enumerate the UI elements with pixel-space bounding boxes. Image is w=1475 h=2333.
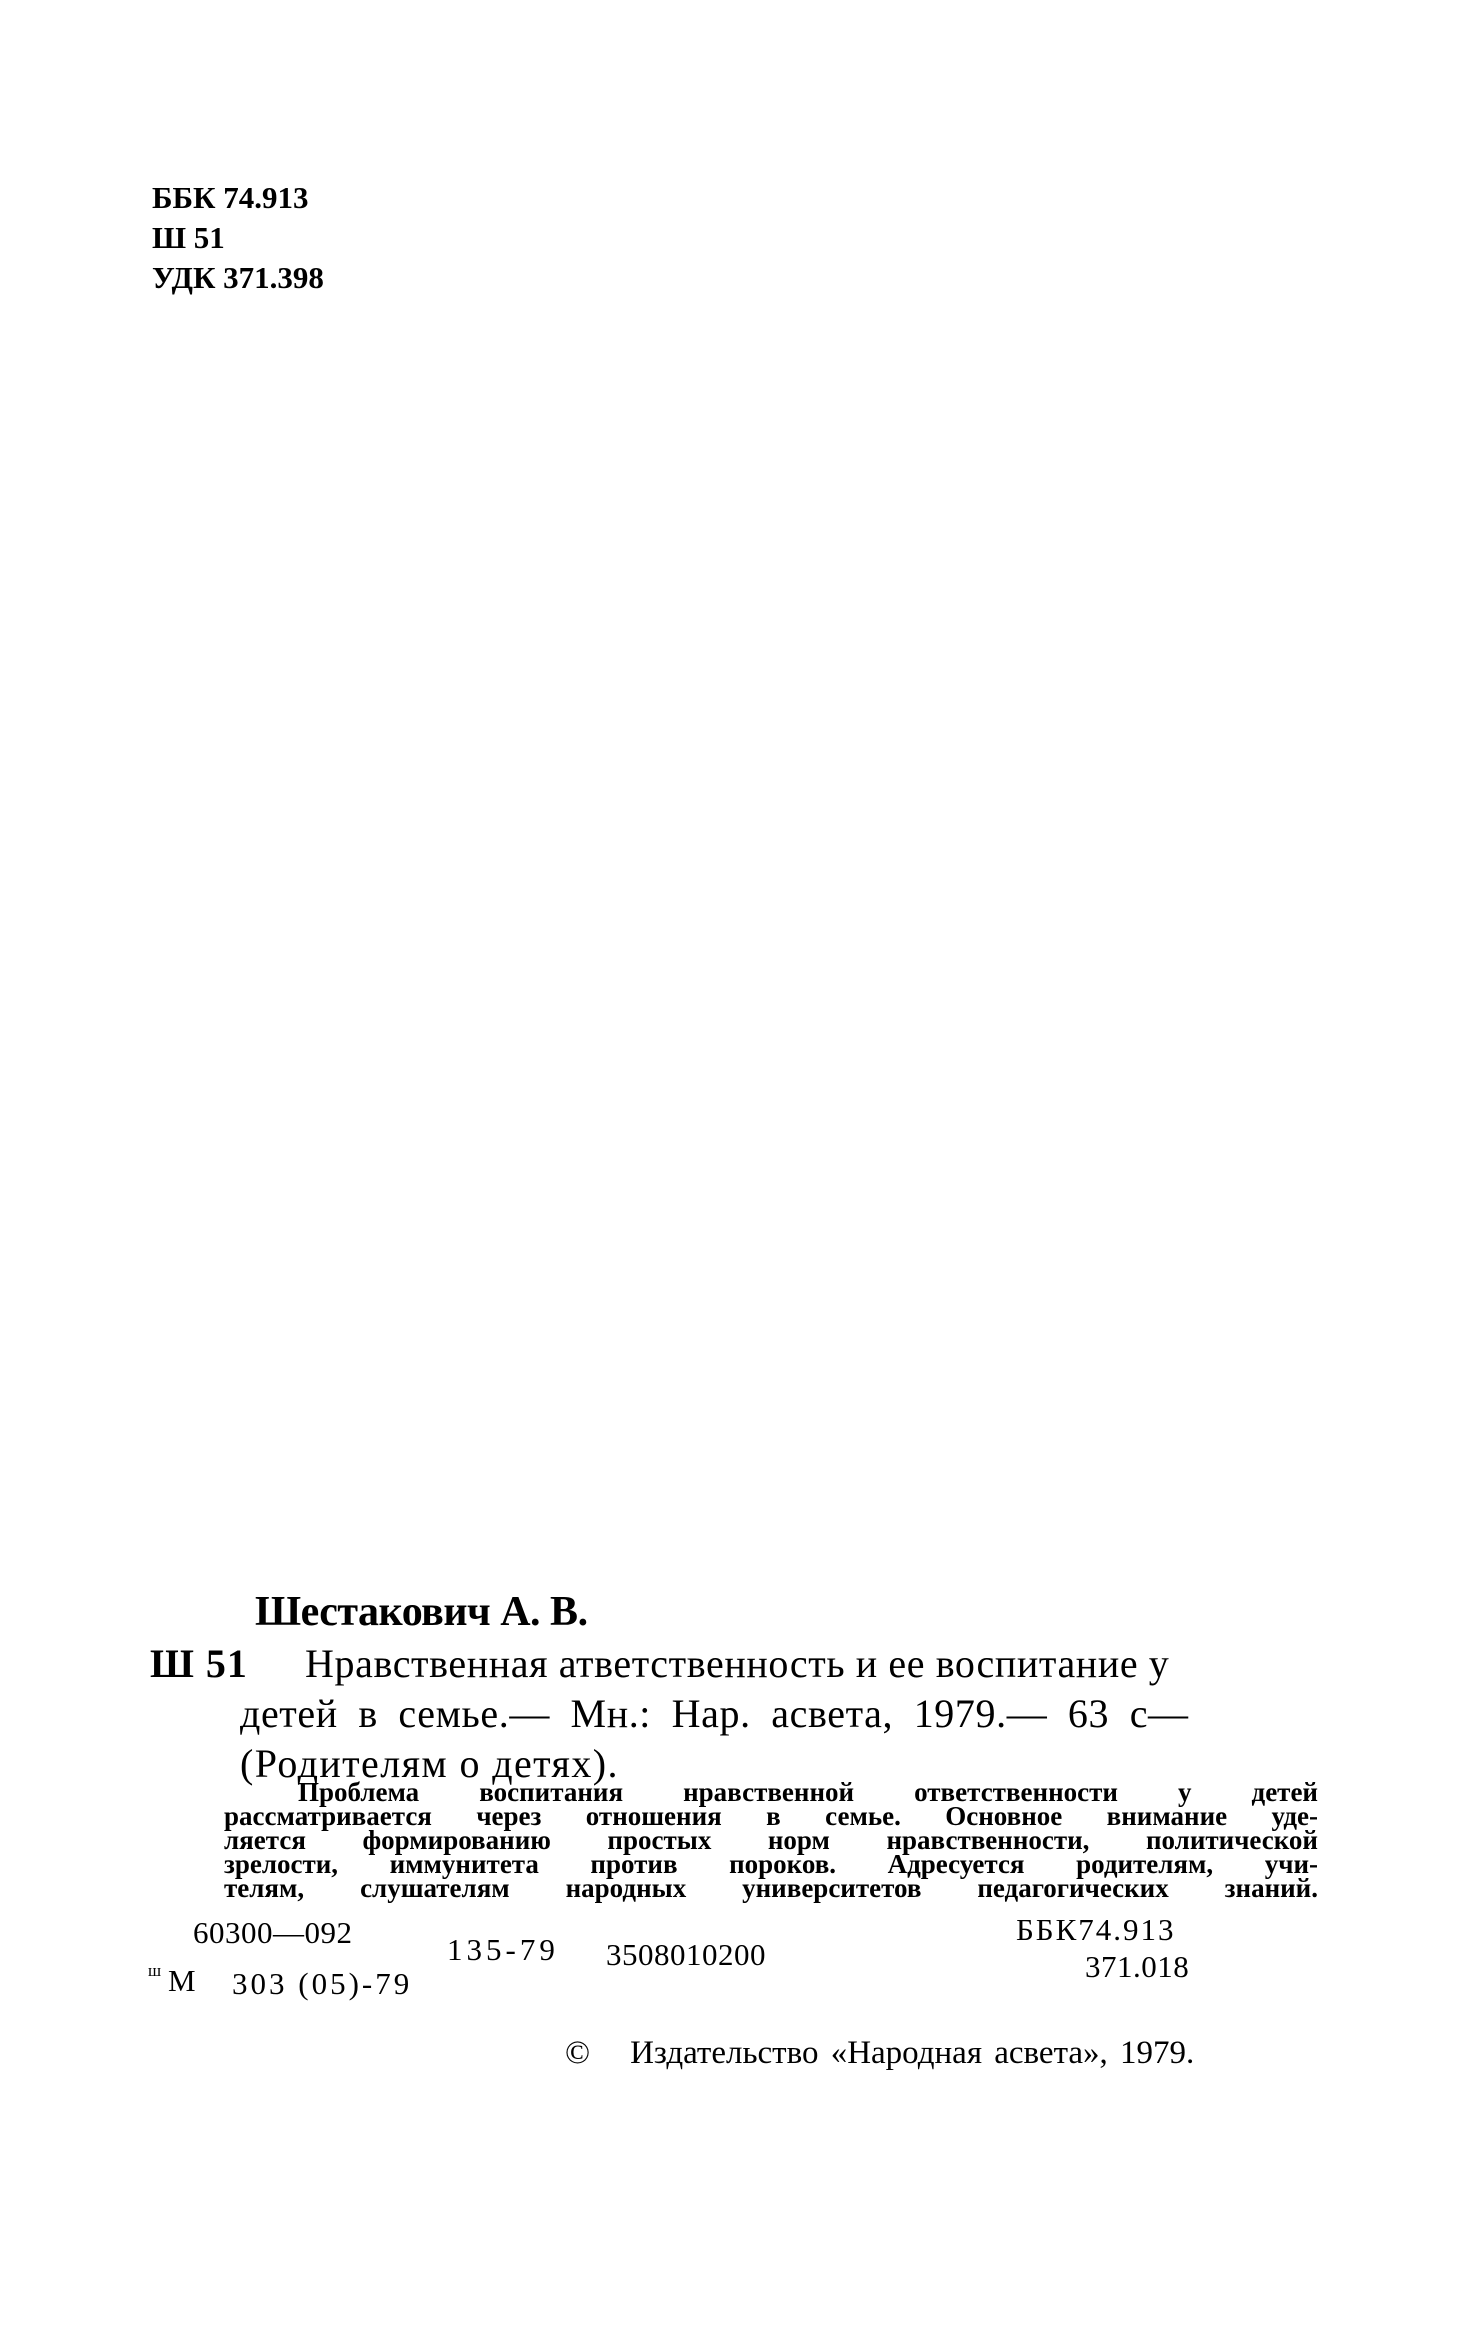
annotation [224, 1777, 1318, 1903]
catalog-order-number: 135-79 [447, 1932, 559, 1967]
entry-title-line-2: детей в семье.— Мн.: Нар. асвета, 1979.— 63 с— [240, 1691, 1189, 1736]
catalog-isbn: 3508010200 [606, 1937, 766, 1972]
annotation-line: телям, слушателям народных университетов педагогических знаний. [224, 1873, 1318, 1903]
copyright-line [565, 2035, 1194, 2072]
entry-title-line-1: Нравственная атветственность и ее воспитание у [305, 1641, 1170, 1686]
classification-block [152, 178, 324, 298]
annotation-line: ляется формированию простых норм нравственности, политической [224, 1825, 1318, 1855]
bbk-code: ББК 74.913 [152, 180, 309, 215]
annotation-line: зрелости, иммунитета против пороков. Адресуется родителям, учи- [224, 1849, 1318, 1879]
catalog-letter: М [168, 1963, 197, 1998]
catalog-bbk: ББК74.913 [1016, 1912, 1176, 1947]
copyright-icon: © [565, 2035, 591, 2071]
annotation-line: рассматривается через отношения в семье. Основное внимание уде- [224, 1801, 1318, 1831]
author-cipher: Ш 51 [152, 220, 225, 255]
catalog-numerator: 60300—092 [193, 1915, 353, 1950]
catalog-superscript: ш [148, 1961, 162, 1980]
copyright-text: Издательство «Народная асвета», 1979. [630, 2035, 1195, 2071]
catalog-udk: 371.018 [1085, 1949, 1190, 1984]
catalog-publisher-code: 303 (05)-79 [232, 1966, 413, 2001]
annotation-line: Проблема воспитания нравственной ответственности у детей [298, 1777, 1318, 1807]
entry-series: (Родителям о детях). [240, 1741, 619, 1786]
udk-code: УДК 371.398 [152, 260, 324, 295]
author-name: Шестакович А. В. [255, 1589, 588, 1635]
entry-cipher: Ш 51 [150, 1641, 248, 1686]
